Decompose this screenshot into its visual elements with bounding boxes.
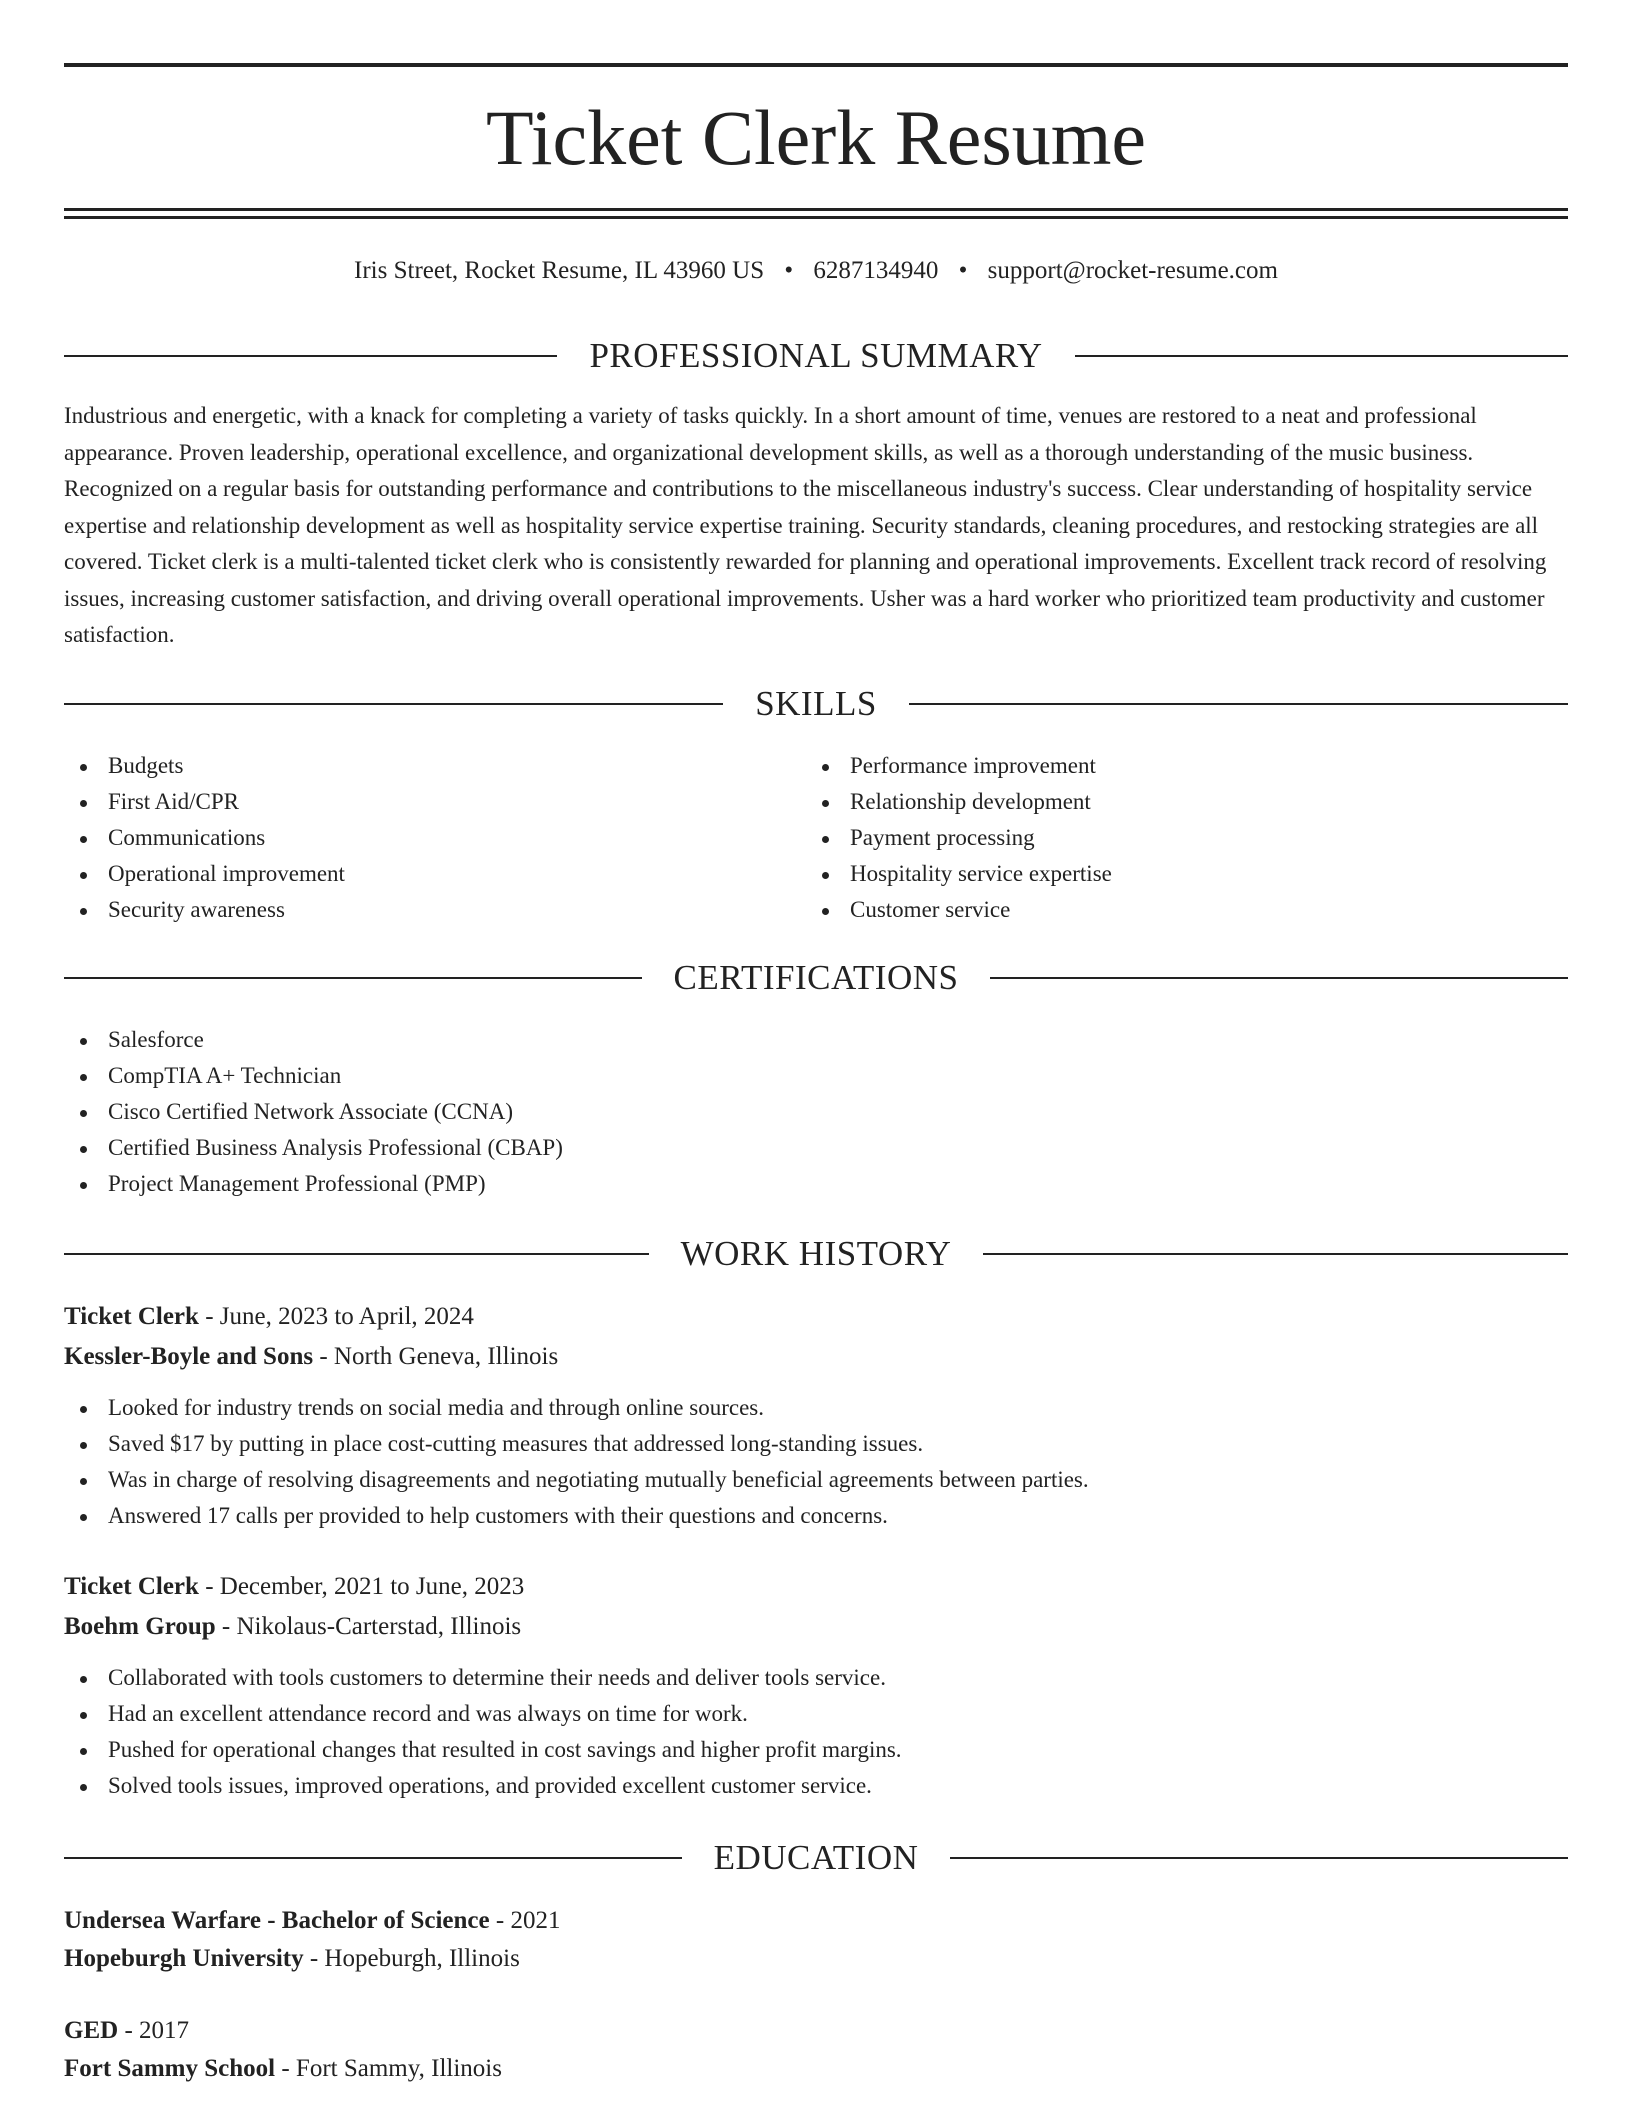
contact-phone: 6287134940 (813, 257, 939, 284)
employer-name: Kessler-Boyle and Sons (64, 1343, 314, 1370)
contact-address: Iris Street, Rocket Resume, IL 43960 US (354, 257, 765, 284)
skill-item: Customer service (806, 892, 1566, 928)
divider-line (1075, 355, 1568, 357)
degree-name: Undersea Warfare - Bachelor of Science (64, 1907, 490, 1934)
degree-line (64, 1902, 1568, 1940)
employer-location: - Nikolaus-Carterstad, Illinois (215, 1613, 522, 1640)
duty-item: Answered 17 calls per provided to help customers with their questions and concerns. (64, 1498, 1568, 1534)
certification-item: Salesforce (64, 1022, 1568, 1058)
page-title: Ticket Clerk Resume (485, 94, 1147, 181)
school-location: - Hopeburgh, Illinois (303, 1945, 520, 1972)
certification-item: Certified Business Analysis Professional (CBAP) (64, 1130, 1568, 1166)
summary-heading: PROFESSIONAL SUMMARY (589, 336, 1043, 375)
divider-line (990, 977, 1568, 979)
divider-line (909, 703, 1568, 705)
skill-item: Operational improvement (64, 856, 764, 892)
certification-item: Project Management Professional (PMP) (64, 1166, 1568, 1202)
employer-line (64, 1608, 1568, 1646)
job-dates: - June, 2023 to April, 2024 (198, 1303, 474, 1330)
school-line (64, 1940, 1568, 1978)
duty-item: Solved tools issues, improved operations, and provided excellent customer service. (64, 1768, 1568, 1804)
certification-item: CompTIA A+ Technician (64, 1058, 1568, 1094)
contact-line (64, 254, 1568, 288)
divider-line (983, 1253, 1568, 1255)
work-heading: WORK HISTORY (680, 1234, 952, 1273)
contact-separator: • (784, 257, 794, 284)
duty-item: Was in charge of resolving disagreements and negotiating mutually beneficial agreements between parties. (64, 1462, 1568, 1498)
certifications-heading-row (64, 956, 1568, 1000)
skill-item: Communications (64, 820, 764, 856)
skills-heading-row (64, 682, 1568, 726)
job-title-line (64, 1298, 1568, 1336)
duty-item: Pushed for operational changes that resulted in cost savings and higher profit margins. (64, 1732, 1568, 1768)
employer-location: - North Geneva, Illinois (313, 1343, 559, 1370)
skill-item: Performance improvement (806, 748, 1566, 784)
job-title: Ticket Clerk (64, 1573, 199, 1600)
employer-name: Boehm Group (64, 1613, 216, 1640)
divider-line (64, 1253, 649, 1255)
education-heading-row (64, 1836, 1568, 1880)
skill-item: Relationship development (806, 784, 1566, 820)
skills-heading: SKILLS (755, 684, 877, 723)
divider-line (950, 1857, 1568, 1859)
degree-name: GED (64, 2017, 119, 2044)
title-rule-upper (64, 208, 1568, 211)
education-heading: EDUCATION (713, 1838, 919, 1877)
skill-item: Hospitality service expertise (806, 856, 1566, 892)
duty-item: Collaborated with tools customers to determine their needs and deliver tools service. (64, 1660, 1568, 1696)
duty-item: Saved $17 by putting in place cost-cutting measures that addressed long-standing issues. (64, 1426, 1568, 1462)
certifications-list (64, 1022, 1568, 1202)
skills-list-right (806, 748, 1566, 928)
certifications-heading: CERTIFICATIONS (673, 958, 959, 997)
skill-item: First Aid/CPR (64, 784, 764, 820)
divider-line (64, 703, 723, 705)
contact-separator: • (958, 257, 968, 284)
divider-line (64, 355, 557, 357)
divider-line (64, 977, 642, 979)
title-rule-lower (64, 216, 1568, 219)
skill-item: Security awareness (64, 892, 764, 928)
school-name: Hopeburgh University (64, 1945, 304, 1972)
duty-item: Had an excellent attendance record and was always on time for work. (64, 1696, 1568, 1732)
skill-item: Payment processing (806, 820, 1566, 856)
job-title: Ticket Clerk (64, 1303, 199, 1330)
degree-year: - 2017 (118, 2017, 190, 2044)
school-name: Fort Sammy School (64, 2055, 276, 2082)
work-heading-row (64, 1232, 1568, 1276)
job-duties-list (64, 1660, 1568, 1804)
degree-year: - 2021 (489, 1907, 561, 1934)
summary-heading-row (64, 334, 1568, 378)
contact-email: support@rocket-resume.com (987, 257, 1278, 284)
job-title-line (64, 1568, 1568, 1606)
degree-line (64, 2012, 1568, 2050)
skills-list-left (64, 748, 764, 928)
divider-line (64, 1857, 682, 1859)
job-dates: - December, 2021 to June, 2023 (198, 1573, 525, 1600)
certification-item: Cisco Certified Network Associate (CCNA) (64, 1094, 1568, 1130)
duty-item: Looked for industry trends on social media and through online sources. (64, 1390, 1568, 1426)
job-duties-list (64, 1390, 1568, 1534)
top-rule (64, 63, 1568, 67)
employer-line (64, 1338, 1568, 1376)
skill-item: Budgets (64, 748, 764, 784)
summary-text: Industrious and energetic, with a knack for completing a variety of tasks quickly. In a short amount of time, venues are restored to a neat and professional appearance. Proven leadership, operational excellence, and organizational development skills, as well as a thorough understanding of the music business. Recognized on a regular basis for outstanding performance and contributions to the miscellaneous industry's success. Clear understanding of hospitality service expertise and relationship development as well as hospitality service expertise training. Security standards, cleaning procedures, and restocking strategies are all covered. Ticket clerk is a multi-talented ticket clerk who is consistently rewarded for planning and operational improvements. Excellent track record of resolving issues, increasing customer satisfaction, and driving overall operational improvements. Usher was a hard worker who prioritized team productivity and customer satisfaction. (64, 403, 1547, 647)
school-line (64, 2050, 1568, 2088)
school-location: - Fort Sammy, Illinois (275, 2055, 502, 2082)
